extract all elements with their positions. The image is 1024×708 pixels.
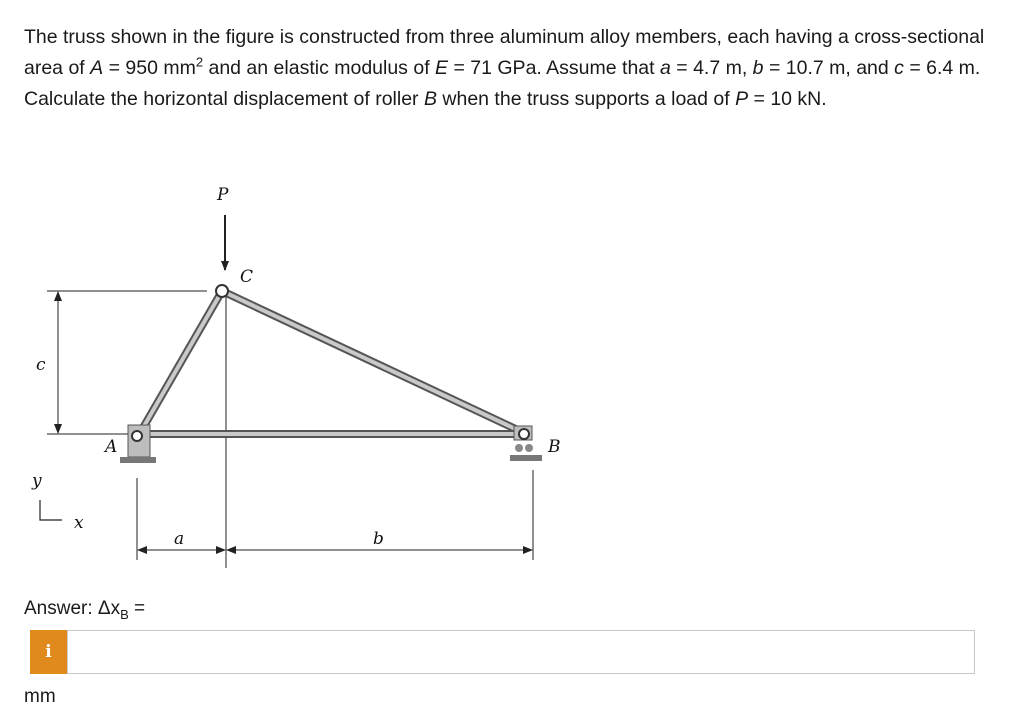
- variable-B: B: [423, 88, 437, 110]
- label-C: C: [240, 267, 254, 287]
- variable-P: P: [735, 88, 749, 110]
- problem-text: = 10 kN.: [748, 88, 827, 110]
- variable-b: b: [752, 57, 764, 79]
- answer-label: [24, 598, 145, 622]
- label-P: P: [217, 185, 229, 205]
- label-a: a: [174, 529, 185, 549]
- label-A: A: [105, 437, 118, 457]
- problem-text: The truss shown in the figure is constructed from three aluminum alloy members, each having a cross-sectional area of: [24, 26, 985, 79]
- problem-text: = 10.7 m, and: [763, 57, 895, 79]
- problem-text: and an elastic modulus of: [203, 57, 436, 79]
- problem-text: = 6.4 m. Calculate the horizontal displacement of roller: [24, 57, 981, 110]
- unit-label: mm: [24, 686, 56, 707]
- label-B: B: [548, 437, 561, 457]
- axes-icon: [40, 500, 62, 520]
- problem-statement: [24, 22, 999, 115]
- label-c: c: [36, 355, 46, 375]
- problem-text: = 71 GPa. Assume that: [448, 57, 660, 79]
- superscript: 2: [195, 54, 204, 70]
- variable-c: c: [894, 57, 904, 79]
- label-x: x: [74, 513, 84, 533]
- variable-a: a: [659, 57, 671, 79]
- roller-support-B: [510, 426, 542, 461]
- answer-equals: =: [128, 598, 146, 619]
- answer-input[interactable]: [67, 630, 975, 674]
- answer-subscript: B: [120, 606, 129, 622]
- variable-A: A: [90, 57, 104, 79]
- problem-text: when the truss supports a load of: [436, 88, 736, 110]
- answer-text: Answer: Δx: [24, 598, 121, 619]
- problem-text: = 950 mm: [103, 57, 196, 79]
- label-y: y: [32, 471, 42, 491]
- variable-E: E: [435, 57, 449, 79]
- joint-C: [216, 285, 228, 297]
- problem-text: = 4.7 m,: [670, 57, 753, 79]
- label-b: b: [373, 529, 384, 549]
- truss-figure: [0, 170, 600, 570]
- info-icon[interactable]: i: [30, 630, 67, 674]
